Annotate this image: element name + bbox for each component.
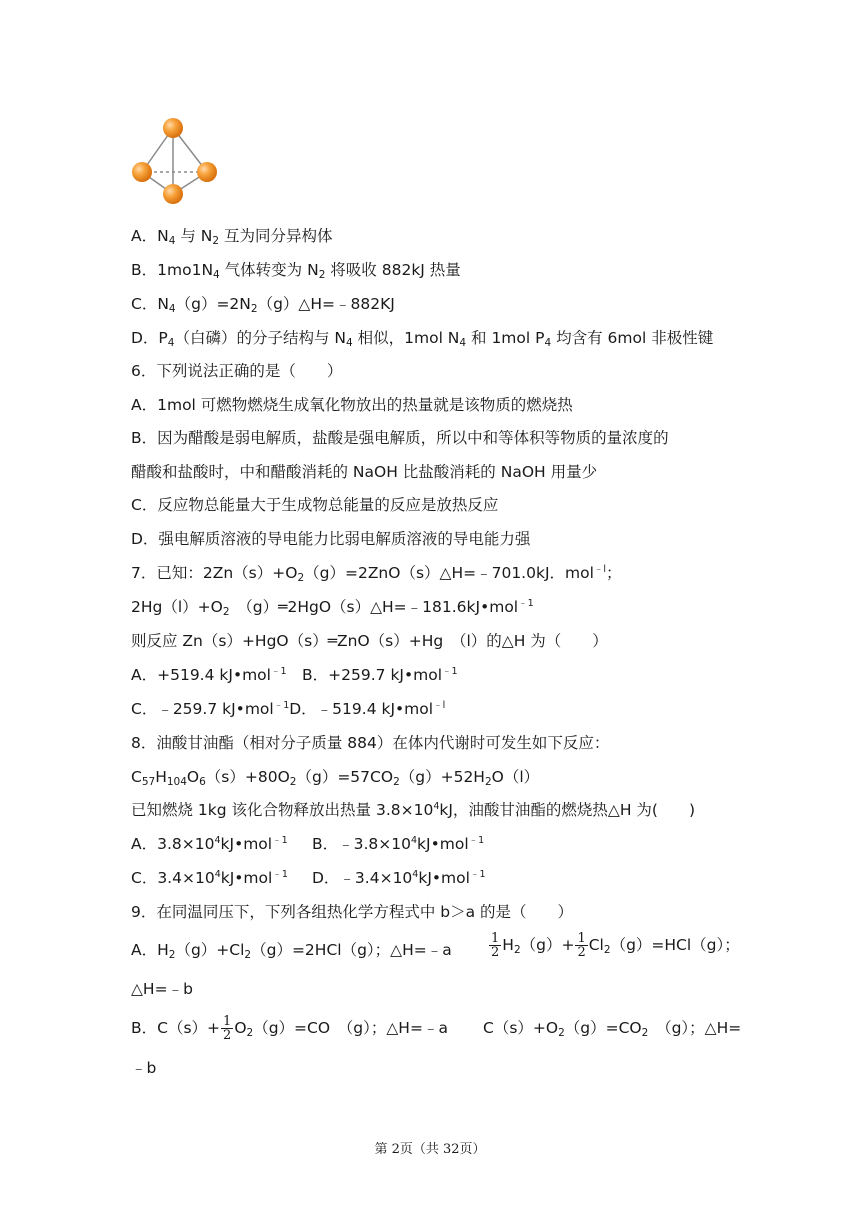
- q5-option-a: A．$N_4$ 与 $N_2$ 互为同分异构体: [131, 227, 333, 247]
- q7-options-cd: C．﹣259.7 kJ•mol$^{﹣1}$D．﹣519.4 kJ•mol$^{﹣l}$: [131, 700, 446, 718]
- fraction-half: $\frac{1}{2}$: [491, 931, 500, 960]
- q5-option-c: C．$N_4(g)=2N_2(g)\triangle H=﹣882KJ$: [131, 295, 395, 315]
- q9-option-b-eq2: $C(s)+O_2(g)=CO_2$ （g）；△H=: [483, 1019, 742, 1039]
- q9-option-b-eq1: B．C（s）+ $\frac{1}{2}$ $O_2(g)=CO$ （g）；△H=﹣a: [131, 1014, 448, 1043]
- q6-option-b-line1: B．因为醋酸是弱电解质，盐酸是强电解质，所以中和等体积等物质的量浓度的: [131, 429, 669, 447]
- q6-option-c: C．反应物总能量大于生成物总能量的反应是放热反应: [131, 496, 499, 514]
- q7-question: 则反应 Zn（s）+HgO（s）═ZnO（s）+Hg （l）的△H 为（ ）: [131, 632, 608, 650]
- page-footer: 第 2页（共 32页）: [374, 1142, 486, 1157]
- q6-option-d: D．强电解质溶液的导电能力比弱电解质溶液的导电能力强: [131, 530, 531, 548]
- q6-option-b-line2: 醋酸和盐酸时，中和醋酸消耗的 NaOH 比盐酸消耗的 NaOH 用量少: [131, 463, 598, 481]
- fraction-half: $\frac{1}{2}$: [223, 1014, 232, 1043]
- q5-option-d: D．$P_4$（白磷）的分子结构与 $N_4$ 相似，1mol $N_4$ 和 1mol $P_4$ 均含有 6mol 非极性键: [131, 329, 714, 349]
- q6-stem: 6．下列说法正确的是（ ）: [131, 362, 343, 380]
- q8-option-a: A．$3.8\times 10^4kJ•mol^{﹣1}$: [131, 835, 288, 853]
- n4-molecule-figure: [126, 112, 222, 208]
- q8-option-b: B．$﹣3.8\times 10^4kJ•mol^{﹣1}$: [312, 835, 485, 853]
- q9-stem: 9．在同温同压下，下列各组热化学方程式中 b＞a 的是（ ）: [131, 903, 574, 921]
- q9-option-a-eq1: A．$H_2(g)+Cl_2(g)=2HCl(g)$；△H=﹣a: [131, 941, 452, 961]
- q8-option-c: C．$3.4\times 10^4kJ•mol^{﹣1}$: [131, 869, 288, 887]
- q9-option-b-dh: ﹣b: [131, 1059, 157, 1077]
- q7-stem: 7．已知：$2Zn(s)+O_2(g)=2ZnO(s)\triangle H=﹣701.0kJ$．mol$^{﹣l}$；: [131, 564, 622, 584]
- q7-equation-2: $2Hg(l)+O_2$ （g）═2HgO（s）△H=﹣181.6kJ•mol$^{﹣1}$: [131, 598, 534, 618]
- q5-option-b: B．$1mo1N_4$ 气体转变为 $N_2$ 将吸收 882kJ 热量: [131, 261, 461, 281]
- q8-question: 已知燃烧 1kg 该化合物释放出热量 $3.8\times 10^4kJ$，油酸甘油酯的燃烧热△H 为( ): [131, 801, 696, 819]
- q6-option-a: A．1mol 可燃物燃烧生成氧化物放出的热量就是该物质的燃烧热: [131, 396, 573, 414]
- q7-options-ab: A．+519.4 kJ•mol$^{﹣1}$ B．+259.7 kJ•mol$^{﹣1}$: [131, 666, 458, 684]
- fraction-half: $\frac{1}{2}$: [577, 931, 586, 960]
- q9-option-a-eq2: $\frac{1}{2}$ $H_2(g)+$ $\frac{1}{2}$ $Cl_2(g)=HCl(g)$；: [491, 931, 740, 960]
- q8-stem: 8．油酸甘油酯（相对分子质量 884）在体内代谢时可发生如下反应：: [131, 734, 610, 752]
- q8-equation: $C_{57}H_{104}O_6(s)+80O_2(g)=57CO_2(g)+52H_2O(l)$: [131, 768, 540, 788]
- q9-option-a-dh: △H=﹣b: [131, 980, 193, 998]
- q8-option-d: D．$﹣3.4\times 10^4kJ•mol^{﹣1}$: [312, 869, 486, 887]
